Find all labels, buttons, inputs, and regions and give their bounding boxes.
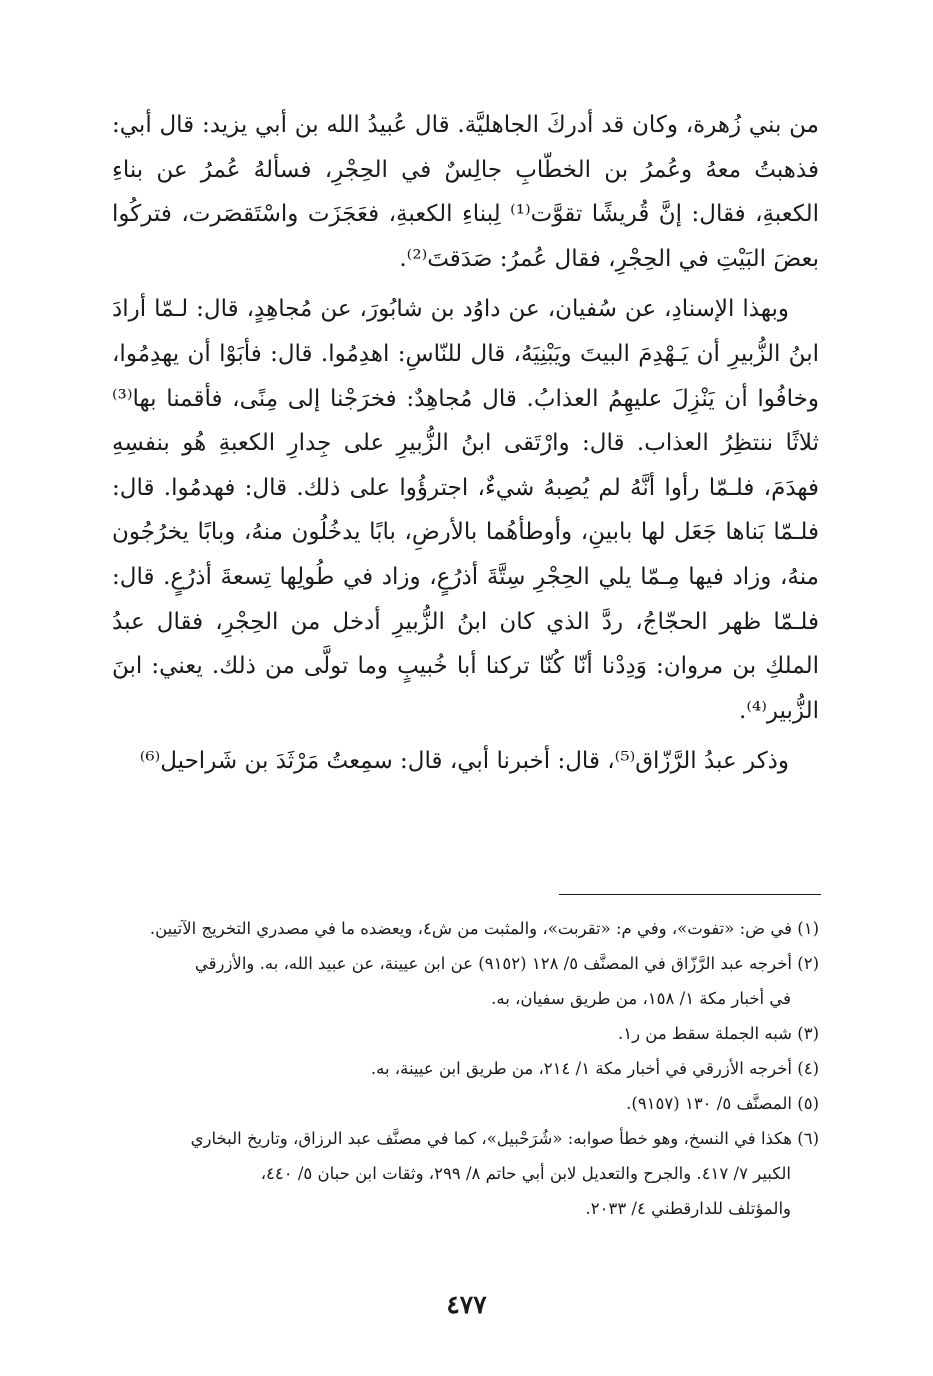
paragraph-2: وبهذا الإسنادِ، عن سُفيان، عن داوُد بن شابُورَ، عن مُجاهِدٍ، قال: لـمّا أرادَ ابنُ الزُّبيرِ أن يَـهْدِمَ البيتَ ويَبْنِيَهُ، قال للنّاسِ: اهدِمُوا. قال: فأبَوْا أن يهدِمُوا، وخافُوا أن يَنْزِلَ عليهِمُ العذابُ. قال مُجاهِدٌ: فخرَجْنا إلى مِنًى، فأقمنا بها⁽³⁾ ثلاثًا ننتظِرُ العذاب. قال: وارْتَقى ابنُ الزُّبيرِ على جِدارِ الكعبةِ هُو بنفسِهِ فهدَمَ، فلـمّا رأوا أنَّهُ لم يُصِبهُ شيءٌ، اجترؤُوا على ذلك. قال: فهدمُوا. قال: فلـمّا بَناها جَعَل لها بابينِ، وأوطأهُما بالأرضِ، بابًا يدخُلُون منهُ، وبابًا يخرُجُون منهُ، وزاد فيها مِـمّا يلي الحِجْرِ سِتَّةَ أذرُعٍ، وزاد في طُولِها تِسعةَ أذرُعٍ. قال: فلـمّا ظهر الحجّاجُ، ردَّ الذي كان ابنُ الزُّبيرِ أدخل من الحِجْرِ، فقال عبدُ الملكِ بن مروان: وَدِدْنا أنّا كُنّا تركنا أبا خُبيبٍ وما تولَّى من ذلك. يعني: ابنَ الزُّبير⁽⁴⁾. (112, 296, 819, 724)
paragraph-1: من بني زُهرة، وكان قد أدركَ الجاهليَّة. قال عُبيدُ الله بن أبي يزيد: قال أبي: فذهبتُ معهُ وعُمرُ بن الخطّابِ جالِسٌ في الحِجْرِ، فسألهُ عُمرُ عن بناءِ الكعبةِ، فقال: إنَّ قُريشًا تقوَّت⁽¹⁾ لِبناءِ الكعبةِ، فعَجَزَت واسْتَقصَرت، فتركُوا بعضَ البَيْتِ في الحِجْرِ، فقال عُمرُ: صَدَقتَ⁽²⁾. (112, 112, 819, 272)
footnote-6-continuation-1: الكبير ٧/ ٤١٧. والجرح والتعديل لابن أبي حاتم ٨/ ٢٩٩، وثقات ابن حبان ٥/ ٤٤٠، (260, 1164, 791, 1183)
main-text (112, 103, 819, 784)
footnote-5: (٥) المصنَّف ٥/ ١٣٠ (٩١٥٧). (626, 1094, 819, 1113)
footnote-2-continuation: في أخبار مكة ١/ ١٥٨، من طريق سفيان، به. (491, 989, 791, 1008)
footnote-1: (١) في ض: «تفوت»، وفي م: «تقربت»، والمثبت من ش٤، ويعضده ما في مصدري التخريج الآتيين. (149, 919, 819, 938)
footnote-4: (٤) أخرجه الأزرقي في أخبار مكة ١/ ٢١٤، من طريق ابن عيينة، به. (370, 1059, 819, 1078)
footnote-6: (٦) هكذا في النسخ، وهو خطأ صوابه: «شُرَحْبيل»، كما في مصنَّف عبد الرزاق، وتاريخ البخاري (190, 1129, 819, 1148)
page-number: ٤٧٧ (446, 1290, 487, 1319)
footnote-3: (٣) شبه الجملة سقط من ر١. (617, 1024, 819, 1043)
footnote-6-continuation-2: والمؤتلف للدارقطني ٤/ ٢٠٣٣. (585, 1199, 791, 1218)
footnote-divider (559, 894, 821, 895)
paragraph-3: وذكر عبدُ الرَّزّاق⁽⁵⁾، قال: أخبرنا أبي، قال: سمِعتُ مَرْثَدَ بن شَراحيل⁽⁶⁾ (139, 748, 789, 775)
footnotes (112, 911, 819, 1226)
footnote-2: (٢) أخرجه عبد الرَّزّاق في المصنَّف ٥/ ١٢٨ (٩١٥٢) عن ابن عيينة، عن عبيد الله، به. والأزرقي (194, 954, 819, 973)
